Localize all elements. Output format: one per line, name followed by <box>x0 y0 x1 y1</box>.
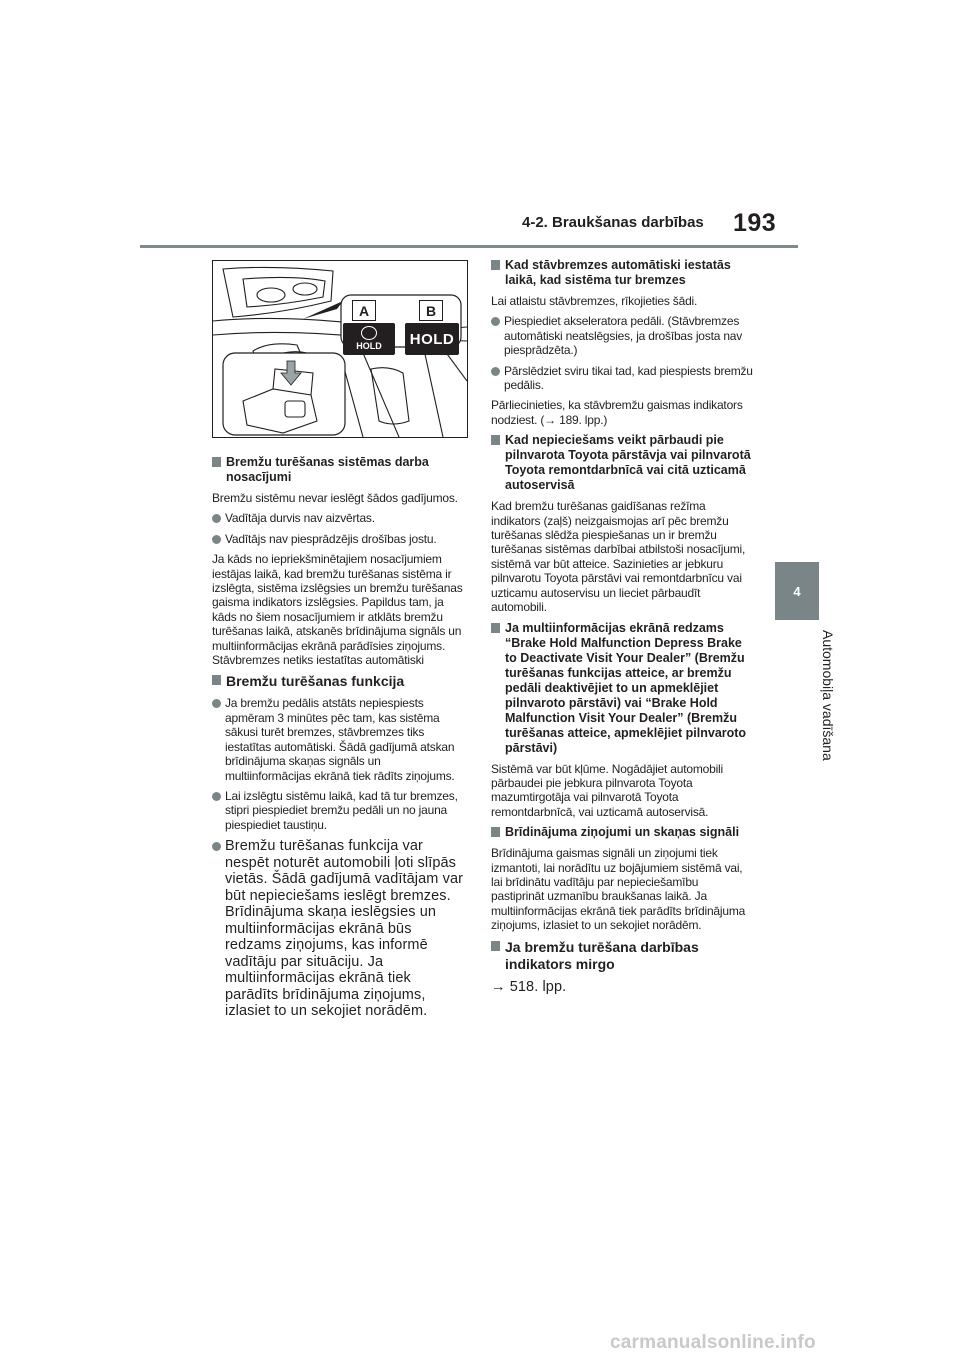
label-b: B <box>419 300 443 321</box>
heading-operating-conditions: Bremžu turēšanas sistēmas darba nosacījumi <box>212 455 466 485</box>
bullet-item: Vadītājs nav piesprādzējis drošības jostu. <box>212 532 466 546</box>
heading-square-icon <box>212 457 221 467</box>
heading-square-icon <box>491 260 500 270</box>
bullet-dot-icon <box>491 367 500 376</box>
paragraph: Ja kāds no iepriekšminētajiem nosacījumiem iestājas laikā, kad bremžu turēšanas sistēma ir izslēgta, sistēma izslēgsies un bremžu turēšanas gaisma indikators izslēgsies. Papildus tam, ja kāds no šiem nosacījumiem ir atklāts bremžu turēšanas laikā, atskanēs brīdinājuma signāls un multiinformācijas ekrānā parādīsies ziņojums. Stāvbremzes netiks iestatītas automātiski <box>212 552 463 668</box>
paragraph: Sistēmā var būt kļūme. Nogādājiet automobili pārbaudei pie jebkura pilnvarota Toyota mazumtirgotāja vai pilnvarotā Toyota remontdarbnīcā, vai uzticamā autoservisā. <box>491 761 723 819</box>
chapter-tab <box>775 562 819 620</box>
left-column <box>212 455 466 1026</box>
paragraph: Bremžu sistēmu nevar ieslēgt šādos gadījumos. <box>212 491 458 505</box>
bullet-dot-icon <box>212 699 221 708</box>
watermark: carmanualsonline.info <box>610 1332 816 1353</box>
paragraph: Pārliecinieties, ka stāvbremžu gaismas indikators nodziest. (→ 189. lpp.) <box>491 398 743 427</box>
header-rule <box>140 245 798 248</box>
hold-button-b: HOLD <box>405 323 459 355</box>
bullet-item: Ja bremžu pedālis atstāts nepiespiests apmēram 3 minūtes pēc tam, kas sistēma sākusi turēt bremzes, stāvbremzes tiks iestatītas automātiski. Šādā gadījumā atskan brīdinājuma skaņas signāls un multiinformācijas ekrānā tiek rādīts ziņojums. <box>212 696 466 782</box>
hold-text-a: HOLD <box>356 341 382 351</box>
chapter-number: 4 <box>793 583 801 599</box>
bullet-item: Bremžu turēšanas funkcija var nespēt noturēt automobili ļoti slīpās vietās. Šādā gadījumā vadītājam var būt nepieciešams ieslēgt bremzes. Brīdinājuma skaņa ieslēgsies un multiinformācijas ekrānā būs redzams ziņojums, kas informē vadītāju par situāciju. Ja multiinformācijas ekrānā tiek parādīts brīdinājuma ziņojums, izlasiet to un sekojiet norādēm. <box>212 838 466 1020</box>
bullet-item: Lai izslēgtu sistēmu laikā, kad tā tur bremzes, stipri piespiediet bremžu pedāli un no jauna piespiediet taustiņu. <box>212 789 466 832</box>
heading-brake-hold-function: Bremžu turēšanas funkcija <box>212 673 466 690</box>
brake-hold-illustration <box>212 260 468 438</box>
heading-square-icon <box>491 941 500 951</box>
heading-square-icon <box>491 623 500 633</box>
heading-indicator-flashing: Ja bremžu turēšana darbības indikators mirgo <box>491 939 753 973</box>
switch-inset <box>223 353 345 435</box>
bullet-dot-icon <box>212 842 221 851</box>
chapter-label-wrap <box>748 630 848 761</box>
section-title: 4-2. Braukšanas darbības <box>522 214 704 231</box>
heading-warnings: Brīdinājuma ziņojumi un skaņas signāli <box>491 825 753 840</box>
paragraph: Brīdinājuma gaismas signāli un ziņojumi tiek izmantoti, lai norādītu uz bojājumiem sistēmā vai, lai brīdinātu vadītāju par nepieciešamību pastiprināt uzmanību braukšanas laikā. Ja multiinformācijas ekrānā tiek parādīts brīdinājuma ziņojums, izlasiet to un sekojiet norādēm. <box>491 846 746 933</box>
heading-square-icon <box>491 827 500 837</box>
bullet-dot-icon <box>491 317 500 326</box>
brake-hold-icon <box>361 326 377 340</box>
paragraph: Lai atlaistu stāvbremzes, rīkojieties šādi. <box>491 294 698 308</box>
heading-square-icon <box>212 675 221 685</box>
heading-malfunction-message: Ja multiinformācijas ekrānā redzams “Brake Hold Malfunction Depress Brake to Deactivate Visit Your Dealer” (Bremžu turēšanas funkcijas atteice, ar bremžu pedāli deaktivējiet to un apmeklējiet pilnvaroto pārstāvi) vai “Brake Hold Malfunction Visit Your Dealer” (Bremžu turēšanas atteice, apmeklējiet pilnvaroto pārstāvi) <box>491 621 753 756</box>
bullet-dot-icon <box>212 514 221 523</box>
bullet-item: Pārslēdziet sviru tikai tad, kad piespiests bremžu pedālis. <box>491 364 753 393</box>
hold-button-a <box>343 323 395 355</box>
right-column <box>491 258 753 1001</box>
label-a: A <box>352 300 376 321</box>
heading-auto-parking-brake: Kad stāvbremzes automātiski iestatās laikā, kad sistēma tur bremzes <box>491 258 753 288</box>
bullet-dot-icon <box>212 535 221 544</box>
chapter-label: Automobiļa vadīšana <box>820 630 836 761</box>
paragraph: Kad bremžu turēšanas gaidīšanas režīma indikators (zaļš) neizgaismojas arī pēc bremžu turēšanas slēdža piespiešanas un ir bremžu turēšanas sistēmas darbībai atbilstoši nosacījumi, sistēmā var būt atteice. Sazinieties ar jebkuru pilnvarotu Toyota pārstāvi vai remontdarbnīcu vai uzticamu autoservisu un lieciet pārbaudīt automobili. <box>491 499 746 615</box>
bullet-item: Vadītāja durvis nav aizvērtas. <box>212 511 466 525</box>
page-number: 193 <box>733 209 777 237</box>
bullet-dot-icon <box>212 792 221 801</box>
bullet-item: Piespiediet akseleratora pedāli. (Stāvbremzes automātiski neatslēgsies, ja drošības josta nav piesprādzēta.) <box>491 314 753 357</box>
page-reference: → 518. lpp. <box>491 978 567 995</box>
heading-inspection: Kad nepieciešams veikt pārbaudi pie pilnvarota Toyota pārstāvja vai pilnvarotā Toyota remontdarbnīcā vai citā uzticamā autoservisā <box>491 433 753 493</box>
heading-square-icon <box>491 435 500 445</box>
